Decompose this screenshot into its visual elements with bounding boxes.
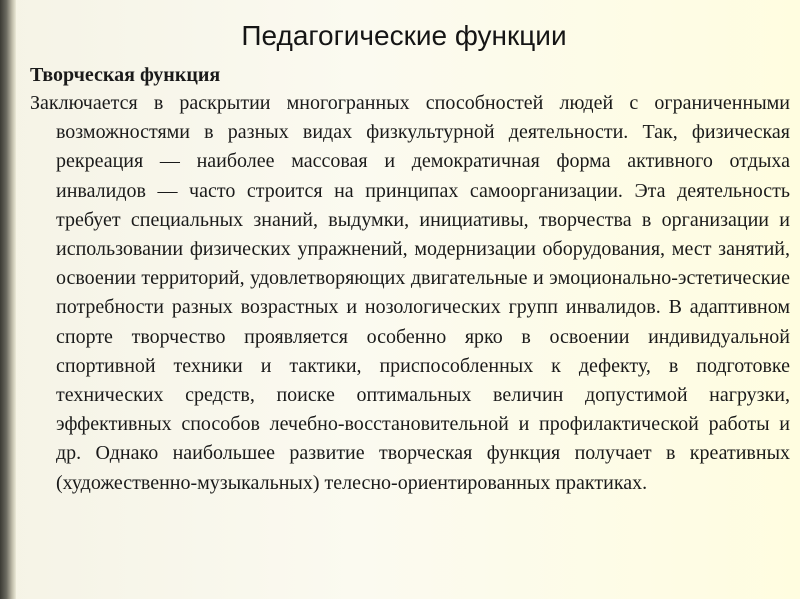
slide-content (26, 0, 790, 599)
slide-left-decorative-band (0, 0, 16, 599)
section-heading: Творческая функция (30, 64, 221, 86)
body-paragraph: Заключается в раскрытии многогранных способностей людей с ограниченными возможностями в разных видах физкультурной деятельности. Так, физическая рекреация — наиболее массовая и демократичная форма активного отдыха инвалидов — часто строится на принципах самоорганизации. Эта деятельность требует специальных знаний, выдумки, инициативы, творчества в организации и использовании физических упражнений, модернизации оборудования, мест занятий, освоении территорий, удовлетворяющих двигательные и эмоционально-эстетические потребности разных возрастных и нозологических групп инвалидов. В адаптивном спорте творчество проявляется особенно ярко в освоении индивидуальной спортивной техники и тактики, приспособленных к дефекту, в подготовке технических средств, поиске оптимальных величин допустимой нагрузки, эффективных способов лечебно-восстановительной и профилактической работы и др. Однако наибольшее развитие творческая функция получает в креативных (художественно-музыкальных) телесно-ориентированных практиках. (30, 92, 790, 494)
slide-title: Педагогические функции (241, 20, 567, 51)
